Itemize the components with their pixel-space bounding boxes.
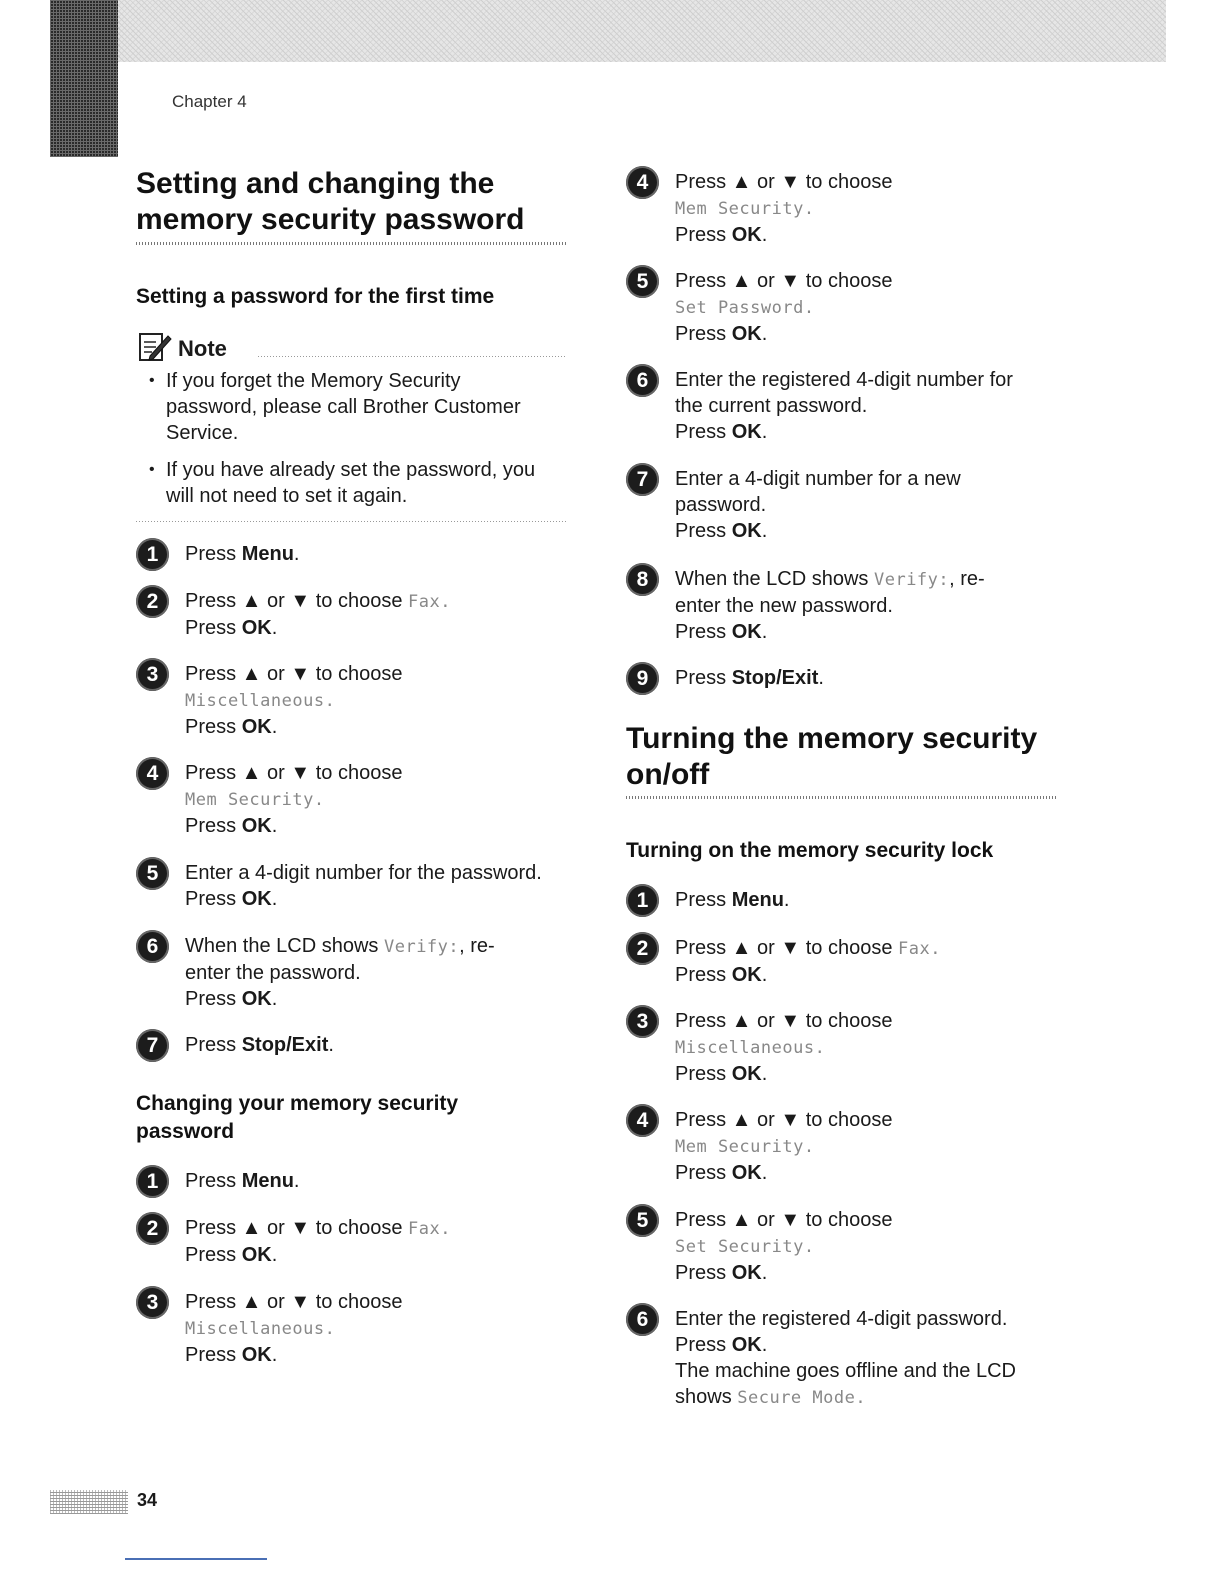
lcd-text-verify: Verify: [383,937,460,957]
ok-key-label: OK [731,421,762,443]
step-text: Press [185,716,242,738]
chapter-tab-block [50,0,118,157]
lcd-text-fax: Fax [408,1219,441,1239]
step-text: Press [675,964,732,986]
note-bullet-2-line2: will not need to set it again. [166,485,408,507]
lcd-text-misc: Miscellaneous [675,1038,815,1058]
step-text: Press ▲ or ▼ to choose [675,171,893,193]
step-text: Press ▲ or ▼ to choose [675,1010,893,1032]
lcd-text-verify: Verify: [873,570,950,590]
step-first-2: 2 Press ▲ or ▼ to choose Fax. Press OK. [185,588,615,641]
ok-key-label: OK [241,617,272,639]
step-text: Press ▲ or ▼ to choose [675,1209,893,1231]
note-bullet-2-line1: • If you have already set the password, you [166,459,536,481]
step-text: Enter the registered 4-digit password. [675,1308,1008,1330]
section-title-onoff-line1: Turning the memory security [626,722,1038,755]
ok-key-label: OK [731,224,762,246]
step-text: Press ▲ or ▼ to choose [675,270,893,292]
step-number-badge: 1 [626,884,659,917]
note-bullet-1-line3: Service. [166,422,239,444]
subsection-heading-lock: Turning on the memory security lock [626,839,994,862]
page-number: 34 [137,1490,158,1510]
step-text: Press [675,1334,732,1356]
ok-key-label: OK [731,1262,762,1284]
lcd-text-set-password: Set Password [675,298,804,318]
step-lock-3: 3 Press ▲ or ▼ to choose Miscellaneous. Press OK. [675,1008,1105,1087]
step-number-badge: 4 [136,757,169,790]
section-title-line2: memory security password [136,203,525,236]
step-number-badge: 2 [136,1212,169,1245]
step-number-badge: 5 [626,1204,659,1237]
ok-key-label: OK [731,621,762,643]
ok-key-label: OK [241,1244,272,1266]
step-number-badge: 6 [136,930,169,963]
step-text: enter the password. [185,962,361,984]
subsection-heading-changing-l2: password [136,1120,235,1143]
note-bullet-2 [166,457,576,509]
menu-key-label: Menu [731,889,784,911]
step-text: Press [675,323,732,345]
note-bullet-1 [166,368,576,446]
footer-rule [125,1558,267,1560]
step-text: Press [675,1063,732,1085]
subsection-heading-changing-l1: Changing your memory security [136,1092,459,1115]
ok-key-label: OK [241,815,272,837]
step-first-4: 4 Press ▲ or ▼ to choose Mem Security. Press OK. [185,760,615,839]
step-change-7: 7 Enter a 4-digit number for a new password. Press OK. [675,466,1105,544]
ok-key-label: OK [241,888,272,910]
step-text: Press [185,617,242,639]
step-text: Press ▲ or ▼ to choose [185,590,409,612]
step-change-3: 3 Press ▲ or ▼ to choose Miscellaneous. Press OK. [185,1289,615,1368]
ok-key-label: OK [731,1162,762,1184]
step-text: Press [185,1170,242,1192]
step-change-8: 8 When the LCD shows Verify:, re- enter the new password. Press OK. [675,566,1105,645]
step-lock-1: 1 Press Menu. [675,887,1105,913]
step-first-7: 7 Press Stop/Exit. [185,1032,615,1058]
step-number-badge: 3 [136,1286,169,1319]
step-text: Enter a 4-digit number for the password. [185,862,542,884]
step-lock-2: 2 Press ▲ or ▼ to choose Fax. Press OK. [675,935,1105,988]
step-number-badge: 9 [626,662,659,695]
subsection-heading-first-time: Setting a password for the first time [136,285,495,308]
step-first-3: 3 Press ▲ or ▼ to choose Miscellaneous. Press OK. [185,661,615,740]
step-change-5: 5 Press ▲ or ▼ to choose Set Password. Press OK. [675,268,1105,347]
step-lock-6: 6 Enter the registered 4-digit password. Press OK. The machine goes offline and the LCD shows Secure Mode. [675,1306,1105,1411]
lcd-text-misc: Miscellaneous [185,691,325,711]
step-text: Enter the registered 4-digit number for [675,369,1013,391]
lcd-text-mem-security: Mem Security [675,199,804,219]
step-text: enter the new password. [675,595,893,617]
step-change-6: 6 Enter the registered 4-digit number for the current password. Press OK. [675,367,1105,445]
step-number-badge: 1 [136,538,169,571]
step-change-9: 9 Press Stop/Exit. [675,665,1105,691]
ok-key-label: OK [731,964,762,986]
step-number-badge: 4 [626,1104,659,1137]
step-text: password. [675,494,767,516]
lcd-text-mem-security: Mem Security [675,1137,804,1157]
note-top-rule [258,356,566,357]
ok-key-label: OK [241,716,272,738]
step-text: Press [675,1162,732,1184]
lcd-text-fax: Fax [408,592,441,612]
step-text: Enter a 4-digit number for a new [675,468,961,490]
step-number-badge: 7 [626,463,659,496]
ok-key-label: OK [731,323,762,345]
step-text: Press ▲ or ▼ to choose [185,1217,409,1239]
step-text: Press [675,1262,732,1284]
step-text: the current password. [675,395,868,417]
step-text: Press [675,520,732,542]
menu-key-label: Menu [241,1170,294,1192]
stop-exit-key-label: Stop/Exit [731,667,819,689]
step-change-1: 1 Press Menu. [185,1168,615,1194]
chapter-label: Chapter 4 [172,92,247,111]
step-text: Press ▲ or ▼ to choose [675,937,899,959]
note-bullet-1-line2: password, please call Brother Customer [166,396,521,418]
step-text: Press ▲ or ▼ to choose [675,1109,893,1131]
ok-key-label: OK [731,1063,762,1085]
step-text: Press [185,1344,242,1366]
step-number-badge: 6 [626,364,659,397]
step-text: , re- [949,568,985,590]
step-text: Press [185,543,242,565]
header-pattern-band [118,0,1166,62]
step-number-badge: 2 [136,585,169,618]
step-text: Press ▲ or ▼ to choose [185,762,403,784]
step-number-badge: 5 [626,265,659,298]
step-text: The machine goes offline and the LCD [675,1360,1016,1382]
title-divider [136,242,566,245]
lcd-text-mem-security: Mem Security [185,790,314,810]
section-title-line1: Setting and changing the [136,167,495,200]
step-number-badge: 4 [626,166,659,199]
step-text: Press [675,224,732,246]
step-number-badge: 5 [136,857,169,890]
step-text: Press [185,888,242,910]
step-number-badge: 1 [136,1165,169,1198]
note-bullet-1-line1: • If you forget the Memory Security [166,370,461,392]
lcd-text-fax: Fax [898,939,931,959]
step-text: shows [675,1386,738,1408]
step-number-badge: 3 [136,658,169,691]
page-number-pattern [50,1490,128,1514]
step-number-badge: 8 [626,563,659,596]
note-bottom-rule [136,521,566,522]
step-change-2: 2 Press ▲ or ▼ to choose Fax. Press OK. [185,1215,615,1268]
note-pencil-icon [138,332,172,362]
title-divider-onoff [626,796,1056,799]
menu-key-label: Menu [241,543,294,565]
lcd-text-secure-mode: Secure Mode [737,1388,856,1408]
step-text: Press [675,621,732,643]
ok-key-label: OK [241,1344,272,1366]
step-first-1: 1 Press Menu. [185,541,615,567]
step-number-badge: 2 [626,932,659,965]
step-text: Press ▲ or ▼ to choose [185,1291,403,1313]
ok-key-label: OK [241,988,272,1010]
step-lock-5: 5 Press ▲ or ▼ to choose Set Security. Press OK. [675,1207,1105,1286]
step-text: , re- [459,935,495,957]
step-text: Press [675,667,732,689]
step-text: Press [675,889,732,911]
lcd-text-misc: Miscellaneous [185,1319,325,1339]
step-first-5: 5 Enter a 4-digit number for the password. Press OK. [185,860,615,912]
step-number-badge: 7 [136,1029,169,1062]
step-first-6: 6 When the LCD shows Verify:, re- enter the password. Press OK. [185,933,615,1012]
section-title-onoff-line2: on/off [626,758,710,791]
lcd-text-set-security: Set Security [675,1237,804,1257]
step-text: Press [185,1034,242,1056]
ok-key-label: OK [731,520,762,542]
note-title: Note [178,336,227,361]
step-text: Press [675,421,732,443]
step-text: Press [185,815,242,837]
step-lock-4: 4 Press ▲ or ▼ to choose Mem Security. Press OK. [675,1107,1105,1186]
stop-exit-key-label: Stop/Exit [241,1034,329,1056]
step-number-badge: 3 [626,1005,659,1038]
step-text: Press [185,988,242,1010]
step-number-badge: 6 [626,1303,659,1336]
step-text: When the LCD shows [185,935,384,957]
step-text: When the LCD shows [675,568,874,590]
ok-key-label: OK [731,1334,762,1356]
step-change-4: 4 Press ▲ or ▼ to choose Mem Security. Press OK. [675,169,1105,248]
step-text: Press [185,1244,242,1266]
step-text: Press ▲ or ▼ to choose [185,663,403,685]
